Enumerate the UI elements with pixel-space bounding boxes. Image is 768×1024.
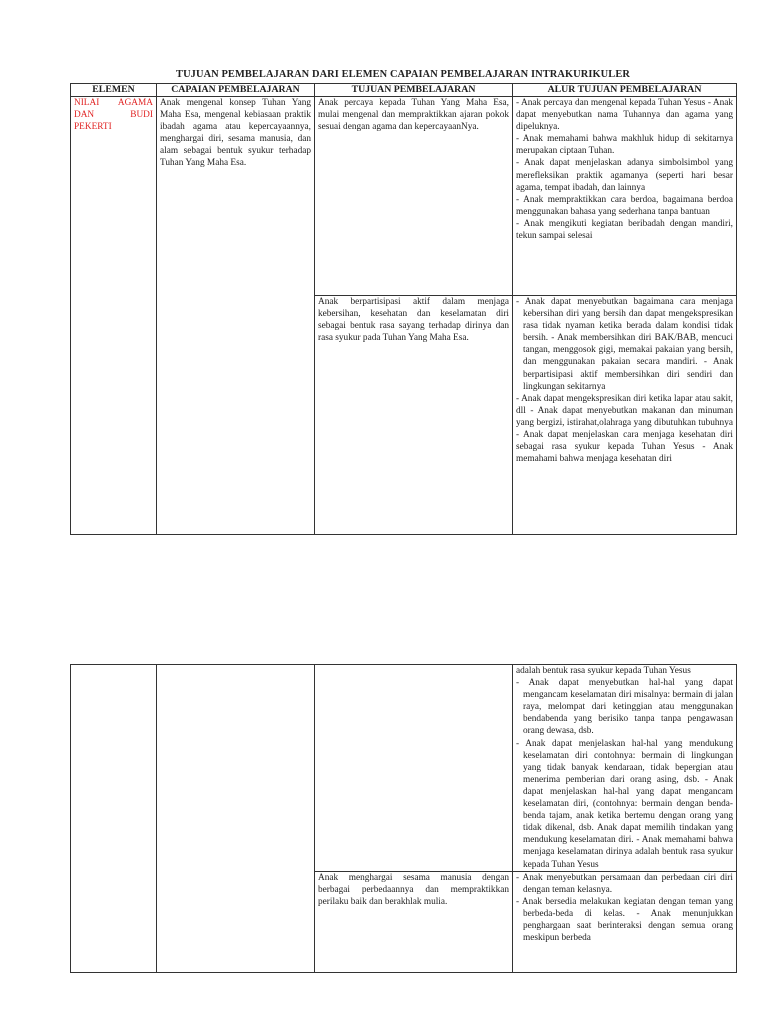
list-item: - Anak dapat menyebutkan bagaimana cara menjaga kebersihan diri yang bersih dan dapat mengekspresikan rasa tidak nyaman ketika berada dalam kondisi tidak bersih. - Anak membersihkan diri BAK/BAB, mencuci tangan, menggosok gigi, memakai pakaian yang bersih, dan menggunakan pakaian secara mandiri. - Anak berpartisipasi aktif membersihkan diri sendiri dan lingkungan sekitarnya: [516, 297, 733, 392]
header-capaian: CAPAIAN PEMBELAJARAN: [157, 84, 315, 97]
table-row: [71, 97, 737, 296]
header-tujuan: TUJUAN PEMBELAJARAN: [315, 84, 513, 97]
learning-objectives-table-continued: [70, 664, 737, 973]
header-alur: ALUR TUJUAN PEMBELAJARAN: [513, 84, 737, 97]
learning-objectives-table: [70, 83, 737, 535]
cell-elemen-empty: [71, 665, 157, 973]
cell-alur-1: [513, 97, 737, 296]
table-row: [71, 665, 737, 872]
cell-capaian: Anak mengenal konsep Tuhan Yang Maha Esa, mengenal kebiasaan praktik ibadah agama atau kepercayaannya, menghargai diri, sesama manusia, dan alam sebagai bentuk syukur terhadap Tuhan Yang Maha Esa.: [157, 97, 315, 535]
header-elemen: ELEMEN: [71, 84, 157, 97]
list-item: - Anak dapat menjelaskan hal-hal yang mendukung keselamatan diri contohnya: bermain di lingkungan yang tidak banyak kendaraan, tidak bepergian atau menerima pemberian dari orang asing, dsb. - Anak dapat menjelaskan hal-hal yang dapat mengancam keselamatan diri, (contohnya: bermain dengan benda-benda tajam, anak ketika bertemu dengan orang yang tidak dikenal, dsb. Anak dapat memilih tindakan yang mendukung keselamatan diri. - Anak memahami bahwa menjaga keselamatan dirinya adalah bentuk rasa syukur kepada Tuhan Yesus: [516, 738, 733, 870]
list-item: - Anak mengikuti kegiatan beribadah dengan mandiri, tekun sampai selesai: [516, 218, 733, 242]
cell-tujuan-1: Anak percaya kepada Tuhan Yang Maha Esa, mulai mengenal dan mempraktikkan ajaran pokok sesuai dengan agama dan kepercayaanNya.: [315, 97, 513, 296]
document-title: TUJUAN PEMBELAJARAN DARI ELEMEN CAPAIAN PEMBELAJARAN INTRAKURIKULER: [176, 69, 630, 80]
cell-tujuan-2: Anak berpartisipasi aktif dalam menjaga kebersihan, kesehatan dan keselamatan diri sebagai bentuk rasa sayang terhadap dirinya dan rasa syukur pada Tuhan Yang Maha Esa.: [315, 296, 513, 535]
cell-tujuan-empty: [315, 665, 513, 872]
list-item: adalah bentuk rasa syukur kepada Tuhan Yesus: [516, 666, 691, 676]
cell-elemen: NILAI AGAMA DAN BUDI PEKERTI: [71, 97, 157, 535]
list-item: - Anak dapat mengekspresikan diri ketika lapar atau sakit, dll - Anak dapat menyebutkan makanan dan minuman yang bergizi, istirahat,olahraga yang dibutuhkan tubuhnya - Anak dapat menjelaskan cara menjaga kesehatan diri sebagai rasa syukur kepada Tuhan Yesus - Anak memahami bahwa menjaga kesehatan diri: [516, 393, 733, 465]
list-item: - Anak bersedia melakukan kegiatan dengan teman yang berbeda-beda di kelas. - Anak menunjukkan penghargaan saat berinteraksi dengan semua orang meskipun berbeda: [516, 896, 733, 944]
cell-alur-2-continued: [513, 665, 737, 872]
list-item: - Anak mempraktikkan cara berdoa, bagaimana berdoa menggunakan bahasa yang sederhana tanpa bantuan: [516, 194, 733, 217]
page-gap: [0, 640, 768, 664]
list-item: - Anak percaya dan mengenal kepada Tuhan Yesus - Anak dapat menyebutkan nama Tuhannya dan agama yang dipeluknya.: [516, 98, 733, 133]
cell-capaian-empty: [157, 665, 315, 973]
list-item: - Anak menyebutkan persamaan dan perbedaan ciri diri dengan teman kelasnya.: [516, 872, 733, 895]
table-header-row: [71, 84, 737, 97]
document-page-2: [0, 664, 768, 1024]
list-item: - Anak dapat menjelaskan adanya simbolsimbol yang merefleksikan praktik agamanya (seperti hari besar agama, tempat ibadah, dan lainnya: [516, 158, 733, 193]
cell-alur-3: [513, 871, 737, 972]
list-item: - Anak dapat menyebutkan hal-hal yang dapat mengancam keselamatan diri misalnya: bermain di jalan raya, melompat dari ketinggian atau menggunakan bendabenda yang berisiko tanpa tanpa pengawasan orang dewasa, dsb.: [516, 678, 733, 737]
cell-tujuan-3: Anak menghargai sesama manusia dengan berbagai perbedaannya dan mempraktikkan perilaku baik dan berakhlak mulia.: [315, 871, 513, 972]
list-item: - Anak memahami bahwa makhluk hidup di sekitarnya merupakan ciptaan Tuhan.: [516, 134, 733, 157]
cell-alur-2: [513, 296, 737, 535]
